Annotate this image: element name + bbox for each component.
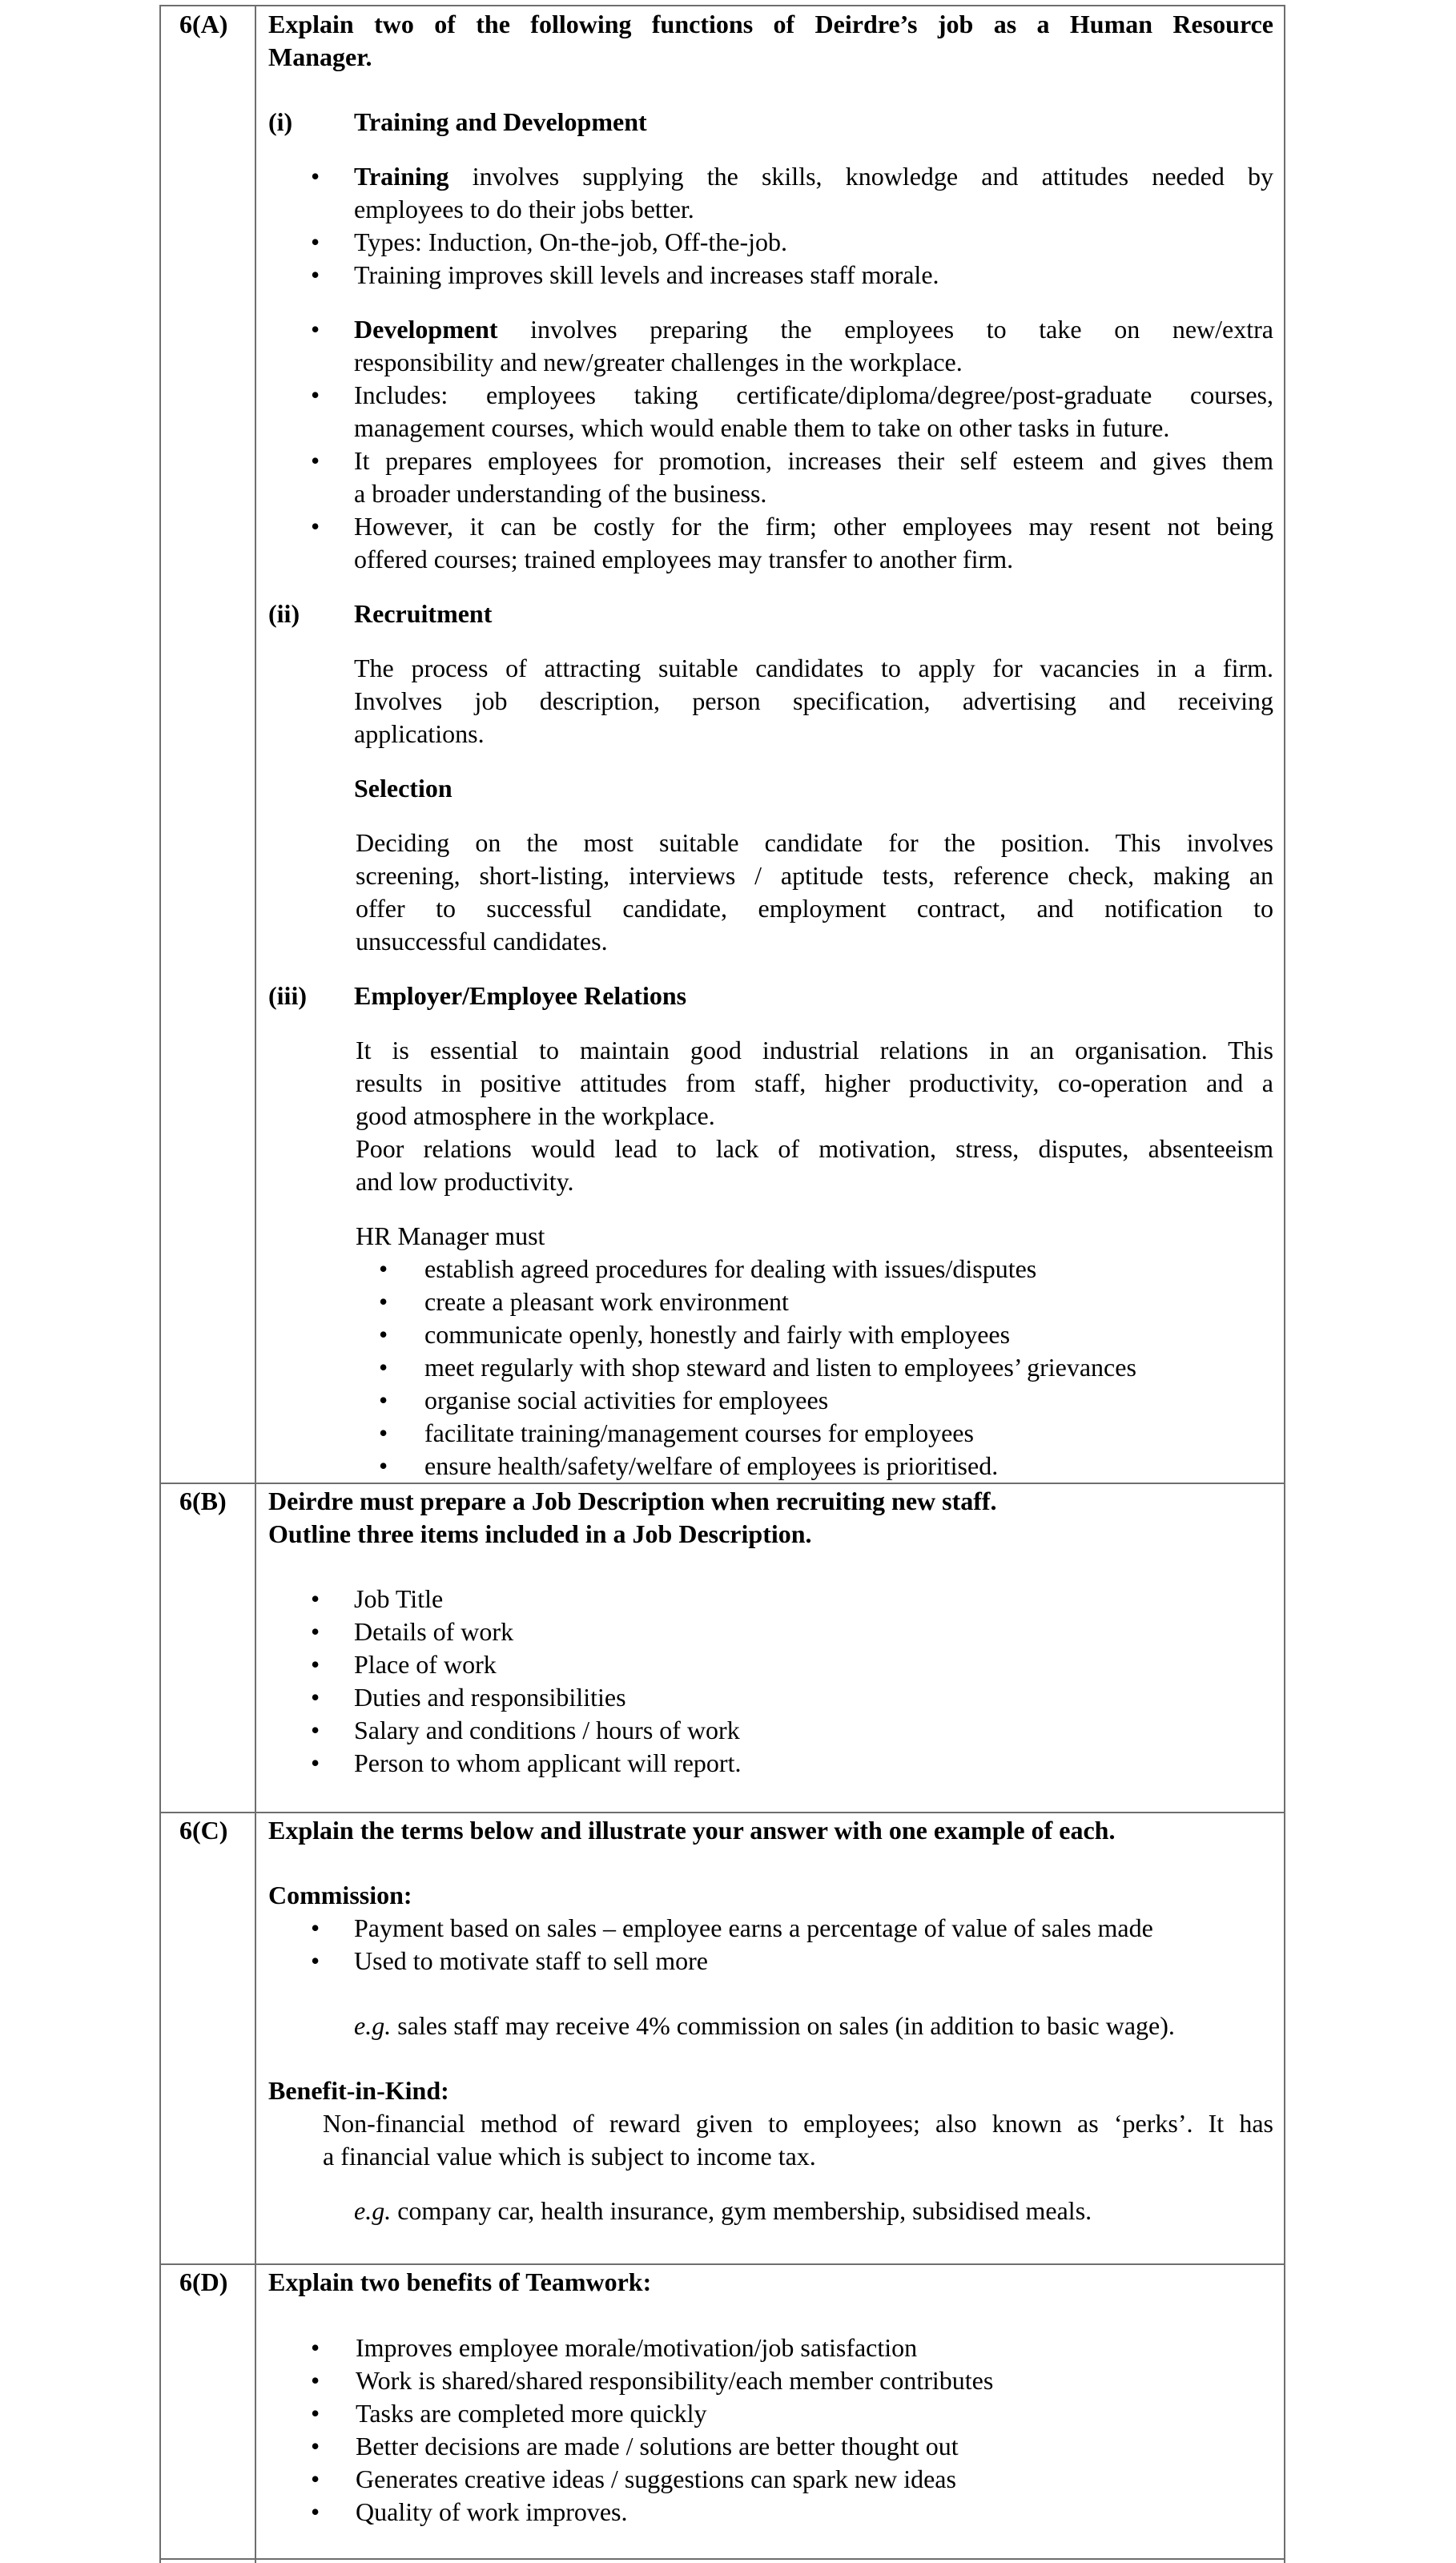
commission-example-text: sales staff may receive 4% commission on sales (in addition to basic wage).	[391, 2011, 1175, 2040]
training-types: Types: Induction, On-the-job, Off-the-job.	[354, 227, 788, 256]
bullet: •	[379, 1386, 388, 1414]
table-column-divider	[255, 5, 256, 2563]
development-includes-line-2: management courses, which would enable them to take on other tasks in future.	[354, 413, 1170, 442]
job-description-item: Job Title	[354, 1584, 444, 1613]
bullet: •	[379, 1320, 388, 1349]
development-prepares-line-1: It prepares employees for promotion, increases their self esteem and gives them	[354, 446, 1273, 475]
relations-line-2: results in positive attitudes from staff, higher productivity, co-operation and a	[356, 1068, 1273, 1097]
development-prepares-line-2: a broader understanding of the business.	[354, 479, 767, 508]
section-title-training: Training and Development	[354, 107, 647, 136]
training-term: Training	[354, 162, 449, 191]
hr-item: meet regularly with shop steward and listen to employees’ grievances	[424, 1353, 1136, 1382]
relations-line-5: and low productivity.	[356, 1167, 574, 1196]
selection-line-4: unsuccessful candidates.	[356, 927, 608, 956]
section-title-relations: Employer/Employee Relations	[354, 981, 687, 1010]
table-border-right	[1284, 5, 1285, 2563]
table-border-left	[159, 5, 161, 2563]
bullet: •	[311, 227, 320, 256]
question-label-6d: 6(D)	[179, 2267, 228, 2296]
row-divider-6d	[159, 2263, 1285, 2265]
commission-item: Payment based on sales – employee earns a percentage of value of sales made	[354, 1913, 1153, 1942]
hr-item: create a pleasant work environment	[424, 1287, 789, 1316]
question-6b-line-2: Outline three items included in a Job Description.	[268, 1519, 812, 1548]
question-label-6b: 6(B)	[179, 1487, 227, 1515]
development-definition-text: involves preparing the employees to take on new/extra	[497, 315, 1273, 344]
hr-item: communicate openly, honestly and fairly with employees	[424, 1320, 1011, 1349]
bullet: •	[379, 1418, 388, 1447]
selection-line-3: offer to successful candidate, employment contract, and notification to	[356, 894, 1273, 923]
example-marker: e.g.	[354, 2196, 392, 2225]
bullet: •	[379, 1254, 388, 1283]
development-definition-line-1	[354, 313, 1273, 346]
subsection-title-selection: Selection	[354, 774, 452, 803]
training-definition-line-2: employees to do their jobs better.	[354, 195, 694, 223]
teamwork-benefit-item: Work is shared/shared responsibility/each member contributes	[356, 2366, 994, 2395]
question-label-6a: 6(A)	[179, 10, 228, 38]
development-cost-line-1: However, it can be costly for the firm; other employees may resent not being	[354, 512, 1273, 541]
bullet: •	[311, 2399, 320, 2428]
selection-line-2: screening, short-listing, interviews / aptitude tests, reference check, making an	[356, 861, 1273, 890]
selection-line-1: Deciding on the most suitable candidate for the position. This involves	[356, 828, 1273, 857]
question-6a-line-1: Explain two of the following functions of Deirdre’s job as a Human Resource	[268, 10, 1273, 38]
job-description-item: Duties and responsibilities	[354, 1683, 626, 1712]
section-number-i: (i)	[268, 107, 293, 136]
benefit-in-kind-example	[354, 2195, 1092, 2227]
commission-title: Commission:	[268, 1881, 412, 1909]
teamwork-benefit-item: Quality of work improves.	[356, 2497, 628, 2526]
bullet: •	[311, 446, 320, 475]
relations-line-4: Poor relations would lead to lack of motivation, stress, disputes, absenteeism	[356, 1134, 1273, 1163]
bullet: •	[379, 1451, 388, 1480]
bullet: •	[311, 260, 320, 289]
hr-item: ensure health/safety/welfare of employees is prioritised.	[424, 1451, 999, 1480]
bullet: •	[311, 315, 320, 344]
teamwork-benefit-item: Better decisions are made / solutions are better thought out	[356, 2432, 959, 2460]
commission-example	[354, 2010, 1175, 2042]
question-6a-line-2: Manager.	[268, 42, 372, 71]
job-description-item: Details of work	[354, 1617, 514, 1646]
question-6d: Explain two benefits of Teamwork:	[268, 2267, 652, 2296]
relations-line-3: good atmosphere in the workplace.	[356, 1101, 715, 1130]
bullet: •	[311, 1617, 320, 1646]
hr-item: facilitate training/management courses for employees	[424, 1418, 974, 1447]
row-divider-bottom	[159, 2558, 1285, 2560]
bullet: •	[311, 512, 320, 541]
training-improves: Training improves skill levels and increases staff morale.	[354, 260, 939, 289]
bullet: •	[311, 2366, 320, 2395]
training-definition-text: involves supplying the skills, knowledge and attitudes needed by	[448, 162, 1273, 191]
job-description-item: Place of work	[354, 1650, 497, 1679]
recruitment-line-1: The process of attracting suitable candidates to apply for vacancies in a firm.	[354, 654, 1273, 682]
bullet: •	[311, 162, 320, 191]
question-6b-line-1: Deirdre must prepare a Job Description when recruiting new staff.	[268, 1487, 997, 1515]
row-divider-6b	[159, 1483, 1285, 1484]
row-divider-6c	[159, 1812, 1285, 1813]
teamwork-benefit-item: Generates creative ideas / suggestions can spark new ideas	[356, 2464, 956, 2493]
bullet: •	[379, 1353, 388, 1382]
relations-line-1: It is essential to maintain good industrial relations in an organisation. This	[356, 1036, 1273, 1064]
recruitment-line-2: Involves job description, person specification, advertising and receiving	[354, 686, 1273, 715]
teamwork-benefit-item: Improves employee morale/motivation/job satisfaction	[356, 2333, 918, 2362]
bullet: •	[311, 1913, 320, 1942]
benefit-in-kind-example-text: company car, health insurance, gym membership, subsidised meals.	[391, 2196, 1092, 2225]
bullet: •	[311, 2464, 320, 2493]
benefit-in-kind-line-1: Non-financial method of reward given to employees; also known as ‘perks’. It has	[323, 2109, 1273, 2138]
development-includes-line-1: Includes: employees taking certificate/diploma/degree/post-graduate courses,	[354, 380, 1273, 409]
bullet: •	[311, 2497, 320, 2526]
hr-manager-intro: HR Manager must	[356, 1221, 545, 1250]
section-number-ii: (ii)	[268, 599, 300, 628]
section-number-iii: (iii)	[268, 981, 307, 1010]
bullet: •	[311, 1650, 320, 1679]
job-description-item: Person to whom applicant will report.	[354, 1748, 742, 1777]
bullet: •	[311, 1946, 320, 1975]
bullet: •	[311, 1683, 320, 1712]
bullet: •	[311, 380, 320, 409]
recruitment-line-3: applications.	[354, 719, 485, 748]
development-cost-line-2: offered courses; trained employees may transfer to another firm.	[354, 545, 1014, 573]
training-definition-line-1	[354, 160, 1273, 193]
bullet: •	[311, 1748, 320, 1777]
table-border-top	[159, 5, 1285, 6]
example-marker: e.g.	[354, 2011, 392, 2040]
question-6c: Explain the terms below and illustrate your answer with one example of each.	[268, 1816, 1116, 1845]
teamwork-benefit-item: Tasks are completed more quickly	[356, 2399, 707, 2428]
question-label-6c: 6(C)	[179, 1816, 228, 1845]
bullet: •	[311, 2333, 320, 2362]
bullet: •	[379, 1287, 388, 1316]
development-term: Development	[354, 315, 498, 344]
commission-item: Used to motivate staff to sell more	[354, 1946, 708, 1975]
job-description-item: Salary and conditions / hours of work	[354, 1716, 740, 1744]
section-title-recruitment: Recruitment	[354, 599, 493, 628]
hr-item: establish agreed procedures for dealing with issues/disputes	[424, 1254, 1037, 1283]
development-definition-line-2: responsibility and new/greater challenges in the workplace.	[354, 348, 963, 376]
benefit-in-kind-line-2: a financial value which is subject to income tax.	[323, 2142, 816, 2171]
bullet: •	[311, 1716, 320, 1744]
bullet: •	[311, 1584, 320, 1613]
benefit-in-kind-title: Benefit-in-Kind:	[268, 2076, 449, 2105]
bullet: •	[311, 2432, 320, 2460]
hr-item: organise social activities for employees	[424, 1386, 829, 1414]
